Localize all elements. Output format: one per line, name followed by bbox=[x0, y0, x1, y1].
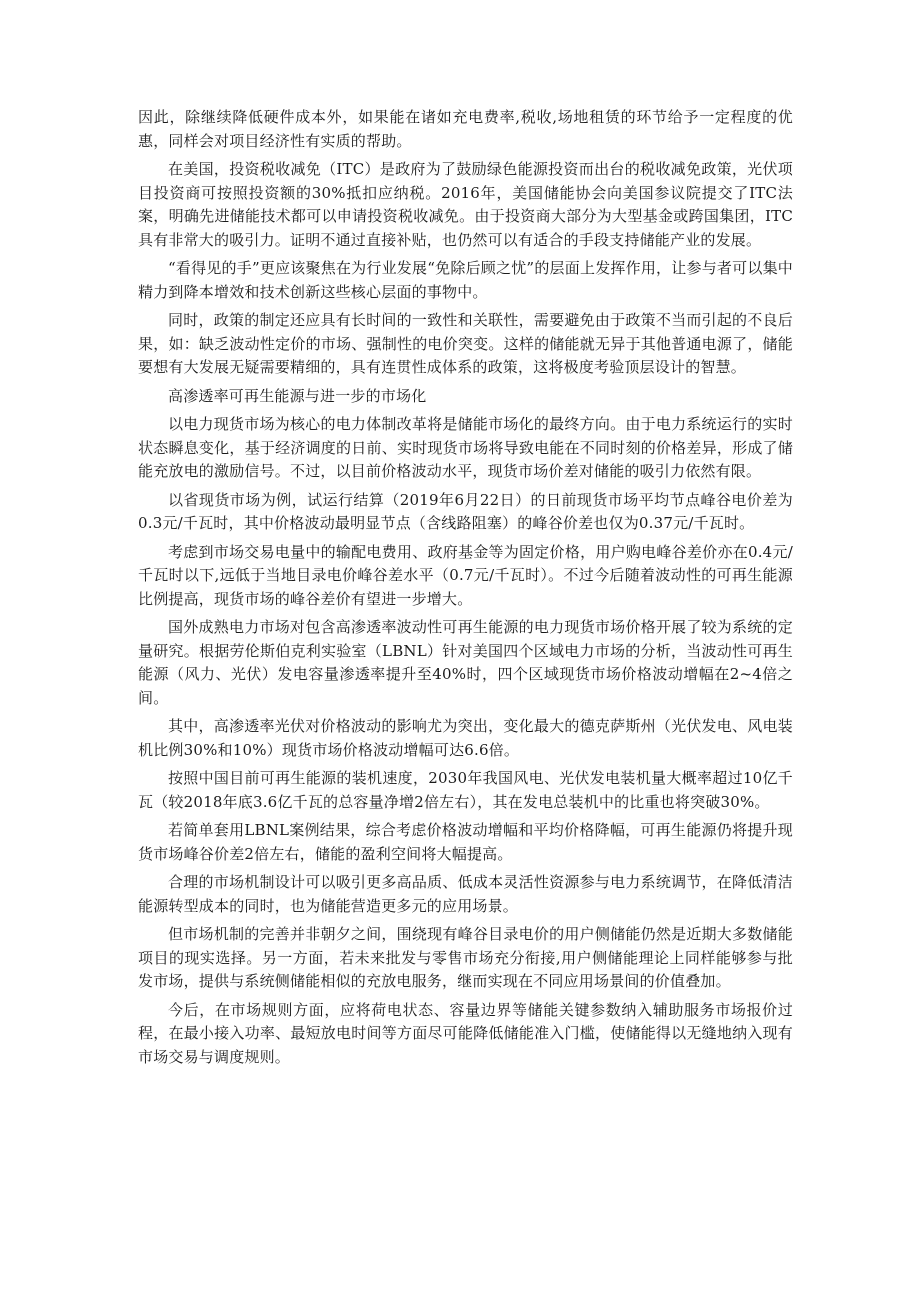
paragraph: 考虑到市场交易电量中的输配电费用、政府基金等为固定价格，用户购电峰谷差价亦在0.4元/千瓦时以下,远低于当地目录电价峰谷差水平（0.7元/千瓦时）。不过今后随着波动性的可再生能源比例提高，现货市场的峰谷差价有望进一步增大。 bbox=[138, 542, 793, 608]
paragraph: 但市场机制的完善并非朝夕之间，围绕现有峰谷目录电价的用户侧储能仍然是近期大多数储能项目的现实选择。另一方面，若未来批发与零售市场充分衔接,用户侧储能理论上同样能够参与批发市场，提供与系统侧储能相似的充放电服务，继而实现在不同应用场景间的价值叠加。 bbox=[138, 925, 793, 990]
paragraph: 以省现货市场为例，试运行结算（2019年6月22日）的日前现货市场平均节点峰谷电价差为0.3元/千瓦时，其中价格波动最明显节点（含线路阻塞）的峰谷价差也仅为0.37元/千瓦时。 bbox=[138, 490, 793, 532]
paragraph: 同时，政策的制定还应具有长时间的一致性和关联性，需要避免由于政策不当而引起的不良后果，如：缺乏波动性定价的市场、强制性的电价突变。这样的储能就无异于其他普通电源了，储能要想有大发展无疑需要精细的，具有连贯性成体系的政策，这将极度考验顶层设计的智慧。 bbox=[138, 311, 793, 376]
paragraph: 若简单套用LBNL案例结果，综合考虑价格波动增幅和平均价格降幅，可再生能源仍将提升现货市场峰谷价差2倍左右，储能的盈利空间将大幅提高。 bbox=[138, 821, 793, 863]
paragraph: 按照中国目前可再生能源的装机速度，2030年我国风电、光伏发电装机量大概率超过10亿千瓦（较2018年底3.6亿千瓦的总容量净增2倍左右），其在发电总装机中的比重也将突破30%。 bbox=[138, 769, 793, 811]
paragraph: 在美国，投资税收减免（ITC）是政府为了鼓励绿色能源投资而出台的税收减免政策，光伏项目投资商可按照投资额的30%抵扣应纳税。2016年，美国储能协会向美国参议院提交了ITC法案，明确先进储能技术都可以申请投资税收减免。由于投资商大部分为大型基金或跨国集团，ITC具有非常大的吸引力。证明不通过直接补贴，也仍然可以有适合的手段支持储能产业的发展。 bbox=[138, 160, 793, 249]
paragraph: 合理的市场机制设计可以吸引更多高品质、低成本灵活性资源参与电力系统调节，在降低清洁能源转型成本的同时，也为储能营造更多元的应用场景。 bbox=[138, 873, 793, 915]
paragraph: 因此，除继续降低硬件成本外，如果能在诸如充电费率,税收,场地租赁的环节给予一定程度的优惠，同样会对项目经济性有实质的帮助。 bbox=[138, 108, 793, 150]
paragraph: 国外成熟电力市场对包含高渗透率波动性可再生能源的电力现货市场价格开展了较为系统的定量研究。根据劳伦斯伯克利实验室（LBNL）针对美国四个区域电力市场的分析，当波动性可再生能源（风力、光伏）发电容量渗透率提升至40%时，四个区域现货市场价格波动增幅在2~4倍之间。 bbox=[138, 618, 793, 707]
document-body bbox=[138, 106, 793, 1074]
paragraph: 以电力现货市场为核心的电力体制改革将是储能市场化的最终方向。由于电力系统运行的实时状态瞬息变化，基于经济调度的日前、实时现货市场将导致电能在不同时刻的价格差异，形成了储能充放电的激励信号。不过，以目前价格波动水平，现货市场价差对储能的吸引力依然有限。 bbox=[138, 415, 793, 480]
paragraph: “看得见的手”更应该聚焦在为行业发展“免除后顾之忧”的层面上发挥作用，让参与者可以集中精力到降本增效和技术创新这些核心层面的事物中。 bbox=[138, 259, 793, 301]
section-heading: 高渗透率可再生能源与进一步的市场化 bbox=[168, 386, 427, 405]
paragraph: 今后，在市场规则方面，应将荷电状态、容量边界等储能关键参数纳入辅助服务市场报价过程，在最小接入功率、最短放电时间等方面尽可能降低储能准入门槛，使储能得以无缝地纳入现有市场交易与调度规则。 bbox=[138, 1000, 793, 1066]
paragraph: 其中，高渗透率光伏对价格波动的影响尤为突出，变化最大的德克萨斯州（光伏发电、风电装机比例30%和10%）现货市场价格波动增幅可达6.6倍。 bbox=[138, 717, 793, 759]
